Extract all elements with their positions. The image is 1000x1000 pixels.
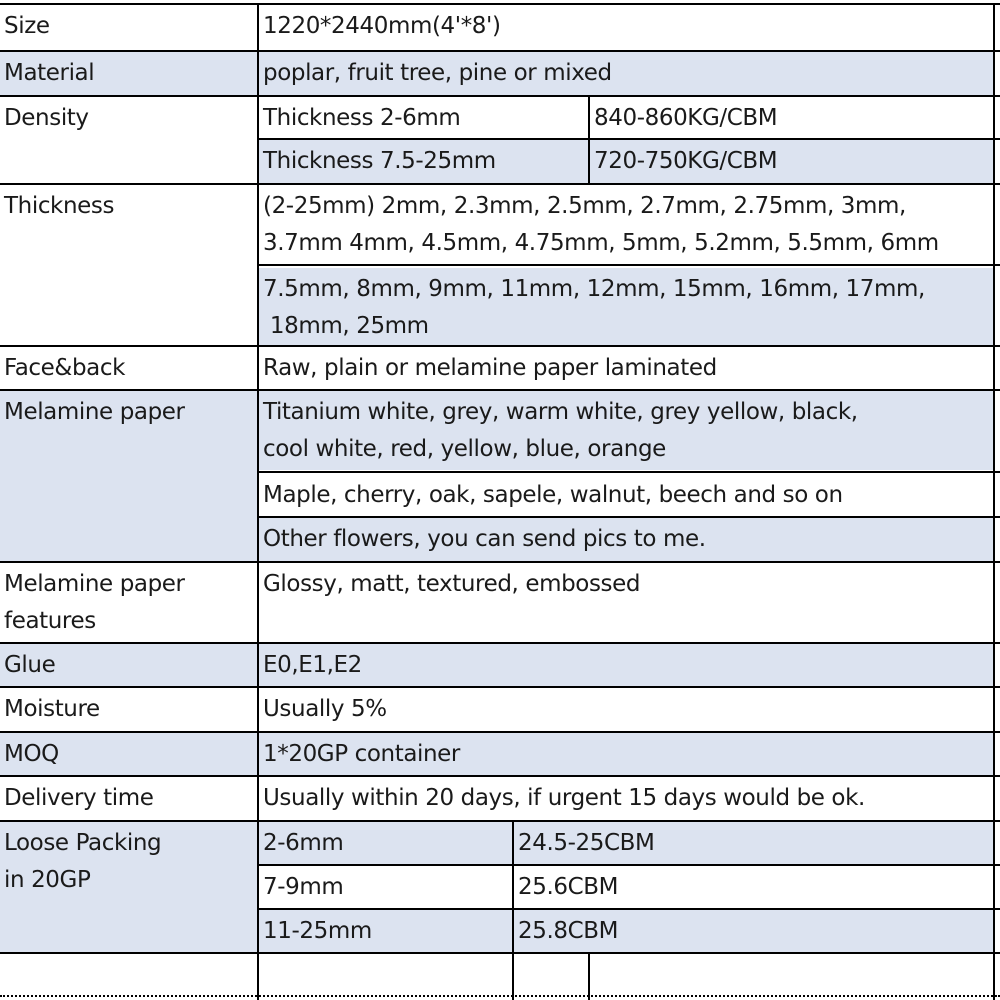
moisture-label: Moisture	[0, 688, 257, 731]
moisture-value: Usually 5%	[259, 688, 1000, 731]
grid-line	[0, 642, 1000, 644]
thickness-list-a-line-1: (2-25mm) 2mm, 2.3mm, 2.5mm, 2.7mm, 2.75mm, 3mm,	[263, 193, 906, 219]
grid-line	[259, 908, 1000, 910]
packing-volume-1: 24.5-25CBM	[514, 822, 993, 864]
density-value-2: 720-750KG/CBM	[590, 140, 993, 183]
grid-line	[0, 561, 1000, 563]
thickness-list-b-line-1: 7.5mm, 8mm, 9mm, 11mm, 12mm, 15mm, 16mm, 17mm,	[263, 276, 925, 302]
grid-line	[0, 686, 1000, 688]
grid-line	[0, 775, 1000, 777]
size-value: 1220*2440mm(4'*8')	[259, 5, 1000, 50]
packing-range-3: 11-25mm	[259, 910, 512, 952]
grid-line	[259, 864, 1000, 866]
grid-line	[259, 516, 1000, 518]
melamine-colors-line-1: Titanium white, grey, warm white, grey yellow, black,	[263, 399, 858, 425]
glue-label: Glue	[0, 644, 257, 686]
grid-line	[0, 3, 1000, 5]
loose-packing-label-line-2: in 20GP	[4, 867, 91, 893]
packing-volume-2: 25.6CBM	[514, 866, 993, 908]
grid-line	[0, 345, 1000, 347]
melamine-features-label-line-1: Melamine paper	[4, 571, 185, 597]
grid-line	[259, 264, 1000, 266]
loose-packing-label-line-1: Loose Packing	[4, 830, 162, 856]
density-label: Density	[0, 97, 257, 183]
thickness-list-a	[259, 185, 1000, 263]
grid-line	[259, 138, 1000, 140]
grid-line	[0, 95, 1000, 97]
melamine-features-label-line-2: features	[4, 608, 96, 634]
grid-line	[588, 95, 590, 185]
packing-range-1: 2-6mm	[259, 822, 512, 864]
face-back-label: Face&back	[0, 347, 257, 389]
melamine-woods: Maple, cherry, oak, sapele, walnut, beech and so on	[259, 474, 993, 516]
grid-line	[257, 3, 259, 1000]
grid-line	[0, 731, 1000, 733]
glue-value: E0,E1,E2	[259, 644, 993, 686]
loose-packing-label	[0, 822, 257, 952]
melamine-colors-line-2: cool white, red, yellow, blue, orange	[263, 436, 666, 462]
grid-line	[259, 471, 1000, 473]
packing-range-2: 7-9mm	[259, 866, 512, 908]
density-value-1: 840-860KG/CBM	[590, 97, 993, 138]
delivery-label: Delivery time	[0, 777, 257, 820]
density-thickness-1: Thickness 2-6mm	[259, 97, 588, 138]
melamine-features-value: Glossy, matt, textured, embossed	[259, 563, 1000, 642]
moq-label: MOQ	[0, 733, 257, 775]
material-value: poplar, fruit tree, pine or mixed	[259, 52, 993, 95]
grid-line	[0, 820, 1000, 822]
size-label: Size	[0, 5, 257, 50]
melamine-features-label	[0, 563, 257, 642]
packing-volume-3: 25.8CBM	[514, 910, 993, 952]
thickness-label: Thickness	[0, 185, 257, 345]
melamine-paper-label: Melamine paper	[0, 391, 257, 561]
thickness-list-b-line-2: 18mm, 25mm	[263, 313, 429, 339]
grid-line	[993, 3, 995, 1000]
face-back-value: Raw, plain or melamine paper laminated	[259, 347, 1000, 389]
material-label: Material	[0, 52, 257, 95]
melamine-colors	[259, 391, 993, 470]
density-thickness-2: Thickness 7.5-25mm	[259, 140, 588, 183]
grid-line	[512, 820, 514, 1000]
grid-line	[0, 50, 1000, 52]
moq-value: 1*20GP container	[259, 733, 993, 775]
grid-line	[0, 952, 1000, 954]
thickness-list-a-line-2: 3.7mm 4mm, 4.5mm, 4.75mm, 5mm, 5.2mm, 5.5mm, 6mm	[263, 230, 939, 256]
thickness-list-b	[259, 268, 993, 345]
grid-line	[0, 389, 1000, 391]
grid-line	[588, 952, 590, 1000]
grid-line	[0, 183, 1000, 185]
delivery-value: Usually within 20 days, if urgent 15 days would be ok.	[259, 777, 1000, 820]
melamine-other: Other flowers, you can send pics to me.	[259, 518, 993, 561]
empty-row	[0, 954, 1000, 1000]
grid-line	[0, 995, 1000, 997]
